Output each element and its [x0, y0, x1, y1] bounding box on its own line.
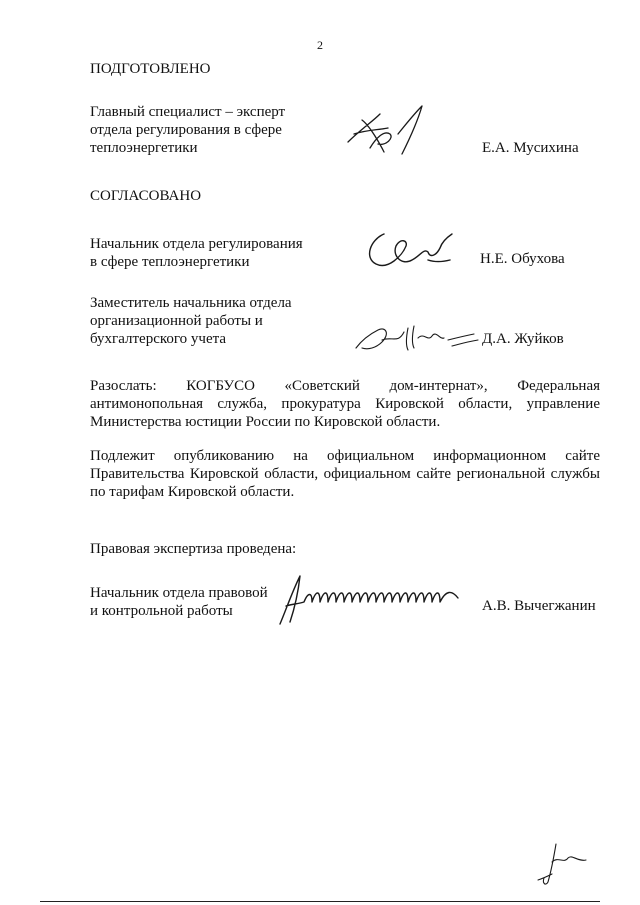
- position-line: Заместитель начальника отдела: [90, 295, 292, 311]
- agreed-entry-1-position: [90, 235, 303, 271]
- legal-review-heading: Правовая экспертиза проведена:: [90, 541, 297, 557]
- prepared-name: Е.А. Мусихина: [482, 140, 579, 156]
- publication-line: Правительства Кировской области, официальном сайте региональной службы: [90, 466, 600, 482]
- position-line: Начальник отдела правовой: [90, 585, 268, 601]
- distribution-paragraph: [90, 377, 600, 431]
- position-line: в сфере теплоэнергетики: [90, 254, 250, 270]
- publication-paragraph: [90, 447, 600, 501]
- position-line: бухгалтерского учета: [90, 331, 227, 347]
- legal-review-name: А.В. Вычегжанин: [482, 598, 596, 614]
- signature-zhuikov: [352, 318, 482, 358]
- distribution-line: антимонопольная служба, прокуратура Кировской области, управление: [90, 396, 600, 412]
- position-line: Главный специалист – эксперт: [90, 104, 286, 120]
- publication-line: по тарифам Кировской области.: [90, 484, 295, 500]
- position-line: и контрольной работы: [90, 603, 233, 619]
- signature-vychegzhanin: [276, 570, 472, 630]
- position-line: Начальник отдела регулирования: [90, 236, 303, 252]
- signature-musikhina: [340, 100, 440, 160]
- agreed-entry-2-position: [90, 294, 292, 348]
- signature-obukhova: [362, 226, 462, 274]
- agreed-entry-2-name: Д.А. Жуйков: [482, 331, 564, 347]
- distribution-line: Разослать: КОГБУСО «Советский дом-интернат», Федеральная: [90, 378, 600, 394]
- distribution-line: Министерства юстиции России по Кировской области.: [90, 414, 441, 430]
- footer-divider: [40, 901, 600, 902]
- agreed-entry-1-name: Н.Е. Обухова: [480, 251, 565, 267]
- initials-mark: [534, 838, 594, 888]
- page-number: 2: [317, 38, 323, 52]
- position-line: теплоэнергетики: [90, 140, 198, 156]
- position-line: организационной работы и: [90, 313, 263, 329]
- agreed-heading: СОГЛАСОВАНО: [90, 188, 202, 204]
- legal-review-position: [90, 584, 268, 620]
- prepared-heading: ПОДГОТОВЛЕНО: [90, 61, 211, 77]
- prepared-position: [90, 103, 285, 157]
- publication-line: Подлежит опубликованию на официальном информационном сайте: [90, 448, 600, 464]
- position-line: отдела регулирования в сфере: [90, 122, 282, 138]
